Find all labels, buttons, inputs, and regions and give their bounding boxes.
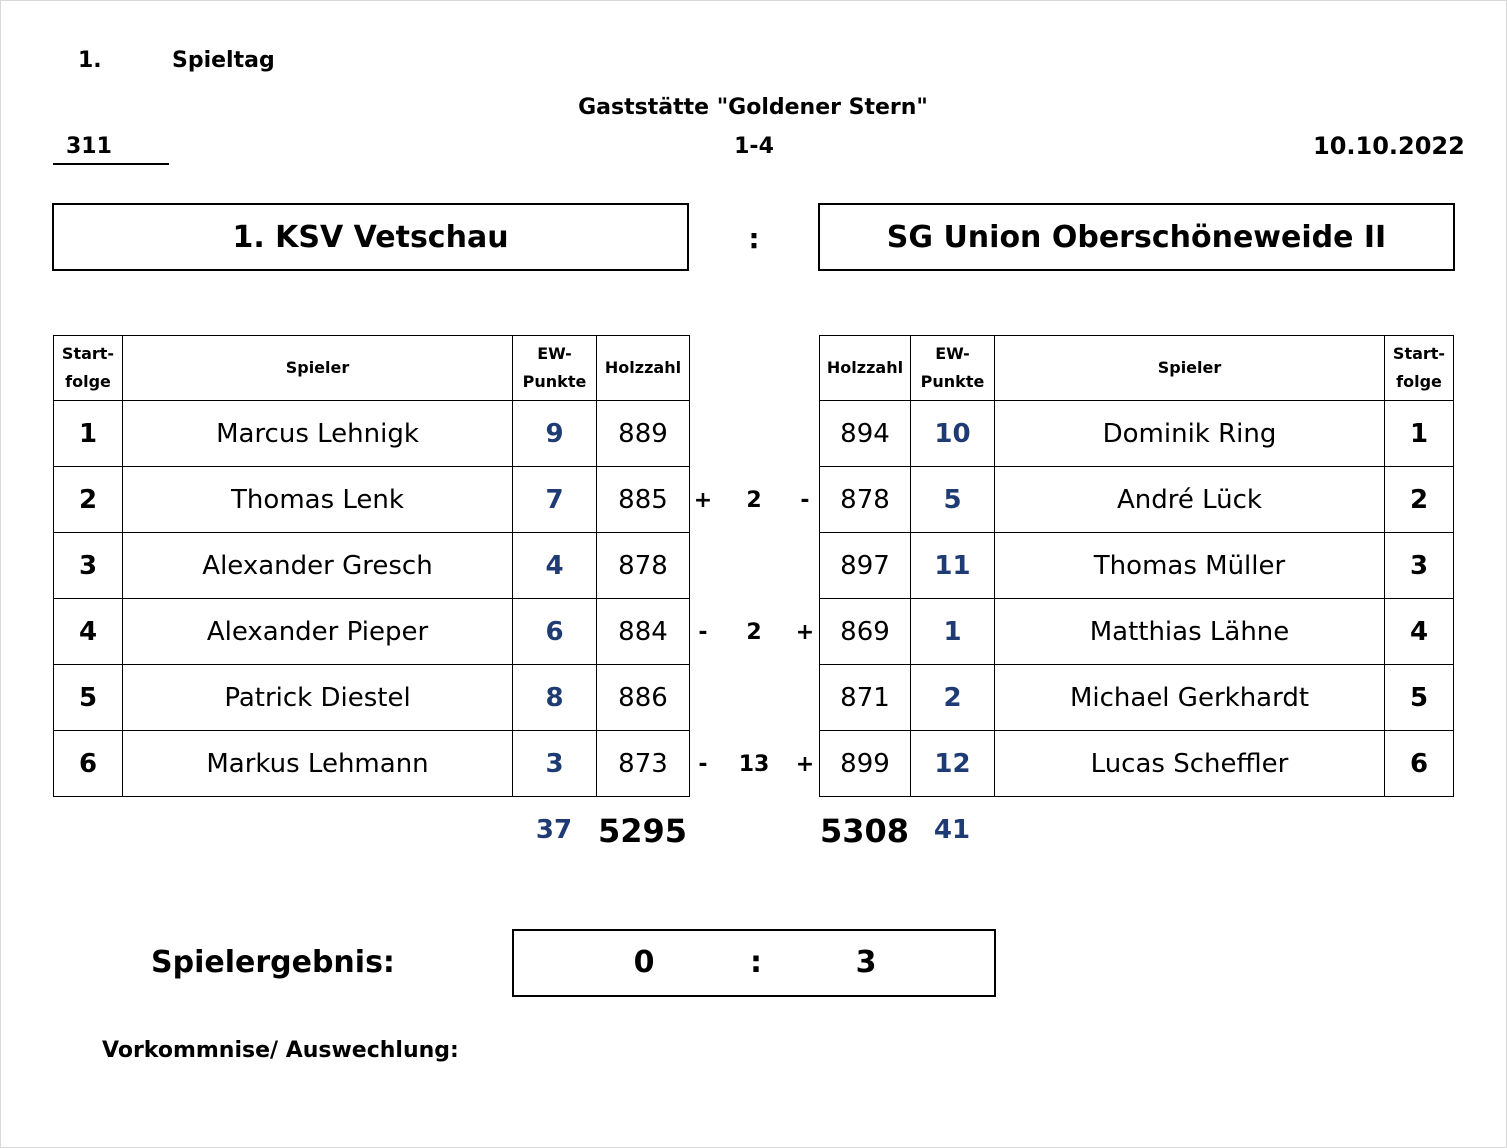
pair2-diff: 2	[746, 620, 762, 645]
player-name: Dominik Ring	[995, 401, 1385, 467]
round-label: Spieltag	[172, 48, 275, 73]
wood-count: 869	[820, 599, 911, 665]
start-position: 6	[54, 731, 123, 797]
match-number-underline	[53, 163, 169, 165]
home-table-header	[54, 336, 690, 401]
table-row	[820, 731, 1454, 797]
start-position: 6	[1385, 731, 1454, 797]
start-order-header: Start- folge	[1385, 336, 1454, 401]
start-position: 3	[54, 533, 123, 599]
player-name: Thomas Müller	[995, 533, 1385, 599]
wood-count: 894	[820, 401, 911, 467]
player-name: André Lück	[995, 467, 1385, 533]
home-total-ew: 37	[535, 815, 573, 845]
start-position: 5	[54, 665, 123, 731]
match-number: 311	[66, 134, 112, 159]
player-name: Marcus Lehnigk	[123, 401, 513, 467]
result-home-score: 0	[633, 945, 655, 980]
ew-points-header: EW- Punkte	[911, 336, 995, 401]
away-total-wood: 5308	[819, 812, 910, 850]
wood-count: 886	[597, 665, 690, 731]
pairing: 1-4	[734, 134, 774, 159]
pair2-home-sign: -	[698, 620, 708, 645]
pair1-away-sign: -	[800, 488, 810, 513]
wood-count: 873	[597, 731, 690, 797]
pair3-home-sign: -	[698, 752, 708, 777]
away-team-box	[818, 203, 1455, 271]
wood-count-header: Holzzahl	[820, 336, 911, 401]
table-row	[54, 467, 690, 533]
result-separator: :	[750, 945, 762, 980]
player-name: Alexander Pieper	[123, 599, 513, 665]
table-row	[820, 467, 1454, 533]
start-position: 5	[1385, 665, 1454, 731]
table-row	[820, 599, 1454, 665]
ew-points: 1	[911, 599, 995, 665]
ew-points: 7	[513, 467, 597, 533]
start-position: 4	[54, 599, 123, 665]
player-name: Markus Lehmann	[123, 731, 513, 797]
pair3-diff: 13	[738, 752, 770, 777]
player-name: Thomas Lenk	[123, 467, 513, 533]
player-header: Spieler	[123, 336, 513, 401]
table-row	[54, 599, 690, 665]
table-row	[54, 533, 690, 599]
venue: Gaststätte "Goldener Stern"	[578, 95, 928, 120]
home-total-wood: 5295	[597, 812, 688, 850]
home-team-name: 1. KSV Vetschau	[232, 219, 509, 255]
pair3-away-sign: +	[795, 752, 815, 777]
wood-count: 878	[597, 533, 690, 599]
wood-count: 871	[820, 665, 911, 731]
ew-points-header: EW- Punkte	[513, 336, 597, 401]
start-position: 2	[1385, 467, 1454, 533]
start-position: 2	[54, 467, 123, 533]
ew-points: 5	[911, 467, 995, 533]
table-row	[820, 533, 1454, 599]
notes-label: Vorkommnise/ Auswechlung:	[102, 1038, 459, 1063]
wood-count: 897	[820, 533, 911, 599]
result-box	[512, 929, 996, 997]
pair1-home-sign: +	[693, 488, 713, 513]
round-number: 1.	[78, 48, 102, 73]
player-name: Michael Gerkhardt	[995, 665, 1385, 731]
away-total-ew: 41	[933, 815, 971, 845]
table-row	[820, 401, 1454, 467]
ew-points: 12	[911, 731, 995, 797]
home-team-box	[52, 203, 689, 271]
pair2-away-sign: +	[795, 620, 815, 645]
player-header: Spieler	[995, 336, 1385, 401]
ew-points: 10	[911, 401, 995, 467]
wood-count: 878	[820, 467, 911, 533]
start-position: 1	[1385, 401, 1454, 467]
ew-points: 2	[911, 665, 995, 731]
result-away-score: 3	[855, 945, 877, 980]
ew-points: 3	[513, 731, 597, 797]
start-position: 1	[54, 401, 123, 467]
wood-count: 899	[820, 731, 911, 797]
player-name: Patrick Diestel	[123, 665, 513, 731]
ew-points: 8	[513, 665, 597, 731]
ew-points: 11	[911, 533, 995, 599]
player-name: Matthias Lähne	[995, 599, 1385, 665]
table-row	[820, 665, 1454, 731]
start-position: 4	[1385, 599, 1454, 665]
table-row	[54, 731, 690, 797]
away-team-table	[819, 335, 1454, 797]
ew-points: 9	[513, 401, 597, 467]
away-table-header	[820, 336, 1454, 401]
match-date: 10.10.2022	[1313, 132, 1465, 160]
player-name: Alexander Gresch	[123, 533, 513, 599]
ew-points: 4	[513, 533, 597, 599]
wood-count: 884	[597, 599, 690, 665]
start-order-header: Start- folge	[54, 336, 123, 401]
away-team-name: SG Union Oberschöneweide II	[886, 219, 1387, 255]
start-position: 3	[1385, 533, 1454, 599]
wood-count-header: Holzzahl	[597, 336, 690, 401]
team-separator: :	[748, 222, 760, 255]
home-team-table	[53, 335, 690, 797]
player-name: Lucas Scheffler	[995, 731, 1385, 797]
ew-points: 6	[513, 599, 597, 665]
pair1-diff: 2	[746, 488, 762, 513]
result-label: Spielergebnis:	[151, 945, 395, 980]
table-row	[54, 665, 690, 731]
wood-count: 889	[597, 401, 690, 467]
wood-count: 885	[597, 467, 690, 533]
table-row	[54, 401, 690, 467]
